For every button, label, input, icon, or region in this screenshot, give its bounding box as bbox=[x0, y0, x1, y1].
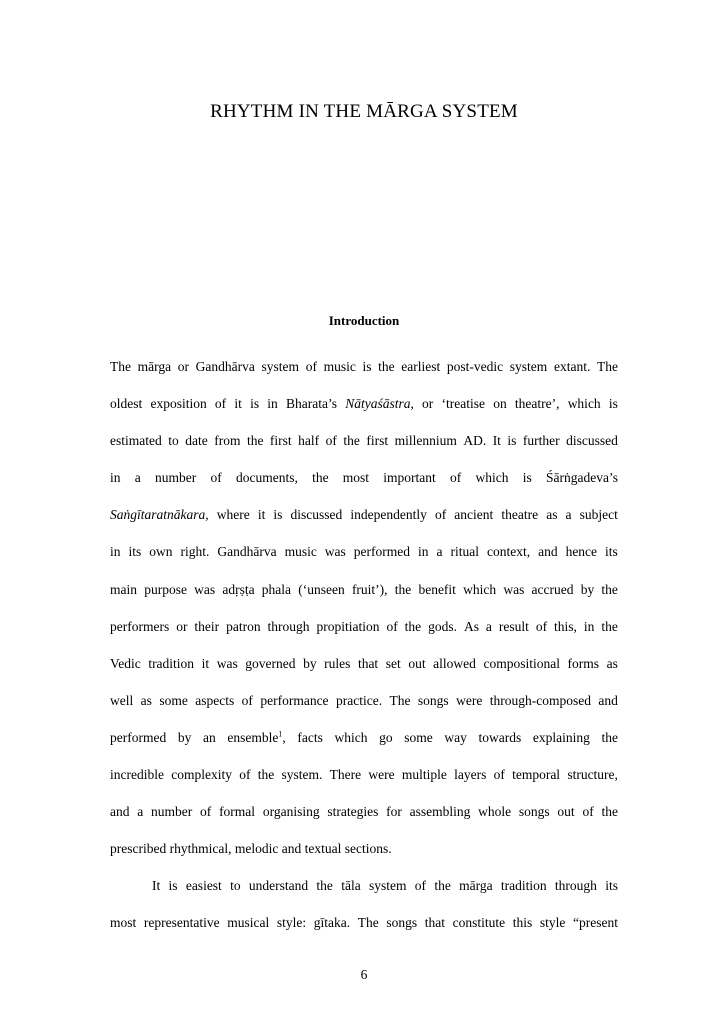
word: the bbox=[394, 581, 412, 597]
word: explaining bbox=[532, 729, 590, 745]
paragraph bbox=[110, 358, 618, 858]
word: in bbox=[583, 618, 595, 634]
word: it bbox=[257, 507, 266, 523]
word: is bbox=[273, 507, 283, 523]
word: number bbox=[151, 804, 193, 820]
word: As bbox=[463, 618, 479, 634]
word: constitute bbox=[452, 915, 506, 931]
word: out bbox=[557, 804, 575, 820]
word: mārga bbox=[137, 359, 172, 374]
word: the bbox=[601, 581, 618, 597]
word: were bbox=[456, 692, 483, 708]
word: style bbox=[539, 915, 566, 931]
word: was bbox=[324, 544, 346, 560]
word: system bbox=[261, 359, 300, 374]
word: music bbox=[284, 544, 317, 560]
word: as bbox=[546, 507, 558, 523]
word: further bbox=[522, 433, 560, 449]
text-line bbox=[110, 766, 618, 784]
word: it bbox=[201, 655, 210, 671]
word: multiple bbox=[401, 767, 447, 783]
word: were bbox=[368, 767, 395, 783]
word: fruit’), bbox=[351, 581, 388, 597]
word: most bbox=[110, 915, 137, 931]
word: rhythmical, bbox=[169, 841, 232, 857]
word: in bbox=[110, 544, 121, 560]
word: The bbox=[389, 692, 411, 708]
word: strategies bbox=[327, 804, 379, 820]
word: that bbox=[424, 915, 445, 931]
word: and bbox=[281, 841, 302, 857]
word: on bbox=[493, 396, 507, 412]
word: the bbox=[312, 470, 329, 486]
word: discussed bbox=[290, 507, 343, 523]
word: songs bbox=[518, 804, 550, 820]
word: It bbox=[152, 878, 161, 894]
word: some bbox=[404, 729, 433, 745]
word: the bbox=[601, 729, 618, 745]
word: organising bbox=[262, 804, 320, 820]
text-line bbox=[110, 803, 618, 821]
word: easiest bbox=[185, 878, 222, 894]
word: the bbox=[404, 618, 422, 634]
word: a bbox=[134, 470, 141, 486]
word: compositional bbox=[483, 655, 560, 671]
word: in bbox=[110, 470, 121, 486]
word: of bbox=[325, 433, 337, 449]
word: Nātyaśāstra, bbox=[345, 396, 414, 412]
word: of bbox=[241, 692, 253, 708]
word: this, bbox=[554, 618, 577, 634]
word: facts bbox=[297, 729, 323, 745]
word: gods. bbox=[428, 618, 457, 634]
word: ancient bbox=[454, 507, 494, 523]
word: the bbox=[246, 433, 264, 449]
word: mārga bbox=[459, 878, 493, 894]
word: an bbox=[202, 729, 216, 745]
word: way bbox=[444, 729, 467, 745]
word: which bbox=[334, 729, 368, 745]
word: performers bbox=[110, 618, 170, 634]
word: textual bbox=[304, 841, 342, 857]
word: is bbox=[362, 359, 372, 374]
word: formal bbox=[219, 804, 256, 820]
word: or bbox=[422, 396, 434, 412]
word: through bbox=[554, 878, 597, 894]
word: Bharata’s bbox=[286, 396, 337, 412]
word: songs bbox=[386, 915, 418, 931]
word: which bbox=[475, 470, 509, 486]
word: well bbox=[110, 692, 134, 708]
word: or bbox=[176, 618, 188, 634]
word: of bbox=[582, 804, 594, 820]
section-heading: Introduction bbox=[328, 313, 400, 328]
word: a bbox=[565, 507, 572, 523]
body-text bbox=[110, 358, 618, 952]
word: out bbox=[408, 655, 426, 671]
word: estimated bbox=[110, 433, 162, 449]
word: theatre’, bbox=[514, 396, 560, 412]
page-number: 6 bbox=[360, 967, 368, 982]
word: of bbox=[386, 618, 398, 634]
word: musical bbox=[227, 915, 270, 931]
word: number bbox=[154, 470, 197, 486]
word: of bbox=[493, 767, 505, 783]
word: by bbox=[177, 729, 192, 745]
word: ritual bbox=[450, 544, 479, 560]
word: purpose bbox=[144, 581, 187, 597]
text-line bbox=[110, 692, 618, 710]
word: melodic bbox=[234, 841, 279, 857]
word: layers bbox=[454, 767, 487, 783]
word: system bbox=[509, 359, 548, 374]
word: (‘unseen bbox=[298, 581, 345, 597]
word: discussed bbox=[566, 433, 618, 449]
text-line bbox=[110, 395, 618, 413]
word: it bbox=[234, 396, 242, 412]
word: AD. bbox=[463, 433, 487, 449]
word: Saṅgītaratnākara, bbox=[110, 507, 209, 523]
word: was bbox=[194, 581, 216, 597]
word: the bbox=[343, 433, 360, 449]
word: important bbox=[383, 470, 436, 486]
text-line bbox=[110, 729, 618, 747]
word: of bbox=[434, 507, 447, 523]
word: from bbox=[214, 433, 241, 449]
word: in bbox=[267, 396, 278, 412]
text-line bbox=[110, 358, 618, 376]
word: is bbox=[608, 396, 618, 412]
word: patron bbox=[226, 618, 261, 634]
word: towards bbox=[478, 729, 522, 745]
word: The bbox=[110, 359, 131, 374]
word: complexity bbox=[171, 767, 232, 783]
word: a bbox=[137, 804, 144, 820]
word: to bbox=[230, 878, 241, 894]
word: result bbox=[498, 618, 529, 634]
word: sections. bbox=[344, 841, 392, 857]
word: some bbox=[159, 692, 188, 708]
word: that bbox=[357, 655, 379, 671]
text-line bbox=[110, 543, 618, 561]
word: understand bbox=[248, 878, 309, 894]
word: exposition bbox=[150, 396, 207, 412]
word: benefit bbox=[418, 581, 456, 597]
word: set bbox=[385, 655, 401, 671]
word: system. bbox=[281, 767, 323, 783]
paragraph bbox=[110, 877, 618, 932]
word: through-composed bbox=[489, 692, 591, 708]
word: date bbox=[185, 433, 208, 449]
word: Śārṅgadeva’s bbox=[546, 470, 618, 486]
word: for bbox=[386, 804, 402, 820]
word: was bbox=[216, 655, 238, 671]
text-line bbox=[110, 877, 618, 895]
word: is bbox=[250, 396, 260, 412]
word: The bbox=[596, 359, 618, 374]
word: oldest bbox=[110, 396, 143, 412]
word: a bbox=[485, 618, 492, 634]
text-line bbox=[110, 432, 618, 450]
page-title: RHYTHM IN THE MĀRGA SYSTEM bbox=[210, 101, 518, 122]
word: is bbox=[522, 470, 532, 486]
word: governed bbox=[245, 655, 296, 671]
word: tāla bbox=[341, 878, 361, 894]
text-line bbox=[110, 506, 618, 524]
word: assembling bbox=[409, 804, 471, 820]
word: of bbox=[535, 618, 548, 634]
word: and bbox=[598, 692, 618, 708]
word: the bbox=[434, 878, 451, 894]
word: where bbox=[216, 507, 250, 523]
word: or bbox=[177, 359, 190, 374]
word: is bbox=[168, 878, 178, 894]
word: phala bbox=[261, 581, 292, 597]
word: half bbox=[298, 433, 320, 449]
word: hence bbox=[565, 544, 598, 560]
word: of bbox=[200, 804, 212, 820]
word: style: bbox=[276, 915, 307, 931]
word: Gandhārva bbox=[217, 544, 277, 560]
word: right. bbox=[180, 544, 210, 560]
word: performance bbox=[260, 692, 329, 708]
text-line bbox=[110, 581, 618, 599]
word: to bbox=[168, 433, 179, 449]
word: incredible bbox=[110, 767, 164, 783]
word: extant. bbox=[553, 359, 591, 374]
word: of bbox=[305, 359, 317, 374]
word: the bbox=[257, 767, 275, 783]
word: a bbox=[436, 544, 443, 560]
word: and bbox=[110, 804, 130, 820]
word: structure, bbox=[567, 767, 618, 783]
word: and bbox=[538, 544, 558, 560]
word: is bbox=[507, 433, 517, 449]
word: of bbox=[210, 470, 222, 486]
word: performed bbox=[353, 544, 411, 560]
word: its bbox=[128, 544, 142, 560]
word: in bbox=[418, 544, 429, 560]
word: the bbox=[601, 804, 618, 820]
word: first bbox=[269, 433, 292, 449]
word: own bbox=[149, 544, 173, 560]
text-line bbox=[110, 840, 618, 858]
word: the bbox=[316, 878, 333, 894]
word: practice. bbox=[335, 692, 383, 708]
text-line bbox=[110, 618, 618, 636]
word: first bbox=[366, 433, 389, 449]
word: through bbox=[267, 618, 310, 634]
word: its bbox=[605, 878, 618, 894]
text-line bbox=[110, 469, 618, 487]
word: aspects bbox=[195, 692, 235, 708]
word: allowed bbox=[433, 655, 476, 671]
word: gītaka. bbox=[313, 915, 351, 931]
word: main bbox=[110, 581, 137, 597]
word: rules bbox=[324, 655, 351, 671]
word: context, bbox=[486, 544, 531, 560]
word: millennium bbox=[394, 433, 457, 449]
word: most bbox=[342, 470, 370, 486]
word: tradition bbox=[148, 655, 195, 671]
text-line bbox=[110, 914, 618, 932]
word: It bbox=[492, 433, 501, 449]
word: temporal bbox=[512, 767, 561, 783]
word: “present bbox=[573, 915, 618, 931]
word: as bbox=[140, 692, 152, 708]
word: by bbox=[580, 581, 595, 597]
word: ‘treatise bbox=[441, 396, 485, 412]
word: the bbox=[378, 359, 395, 374]
word: tradition bbox=[500, 878, 547, 894]
word: forms bbox=[567, 655, 600, 671]
word: representative bbox=[143, 915, 220, 931]
word: of bbox=[239, 767, 251, 783]
word: The bbox=[357, 915, 379, 931]
word: which bbox=[567, 396, 601, 412]
word: go bbox=[379, 729, 393, 745]
word: adṛṣṭa bbox=[222, 581, 255, 597]
word: independently bbox=[350, 507, 427, 523]
text-line bbox=[110, 655, 618, 673]
word: music bbox=[323, 359, 356, 374]
word: earliest bbox=[401, 359, 441, 374]
word: songs bbox=[417, 692, 449, 708]
word: as bbox=[606, 655, 618, 671]
word: accrued bbox=[531, 581, 574, 597]
word: whole bbox=[478, 804, 512, 820]
word: their bbox=[194, 618, 220, 634]
word: documents, bbox=[235, 470, 298, 486]
word: propitiation bbox=[316, 618, 380, 634]
word: of bbox=[214, 396, 227, 412]
word: of bbox=[414, 878, 427, 894]
word: ensemble$^1$, bbox=[227, 729, 286, 745]
word: Vedic bbox=[110, 655, 141, 671]
word: performed bbox=[110, 729, 167, 745]
word: system bbox=[368, 878, 407, 894]
word: the bbox=[601, 618, 618, 634]
word: Gandhārva bbox=[195, 359, 255, 374]
word: prescribed bbox=[110, 841, 167, 857]
word: There bbox=[329, 767, 362, 783]
word: this bbox=[512, 915, 533, 931]
word: theatre bbox=[501, 507, 539, 523]
word: was bbox=[503, 581, 525, 597]
word: post-vedic bbox=[446, 359, 504, 374]
word: which bbox=[463, 581, 497, 597]
word: its bbox=[605, 544, 618, 560]
word: by bbox=[303, 655, 317, 671]
word: subject bbox=[579, 507, 618, 523]
word: of bbox=[450, 470, 462, 486]
